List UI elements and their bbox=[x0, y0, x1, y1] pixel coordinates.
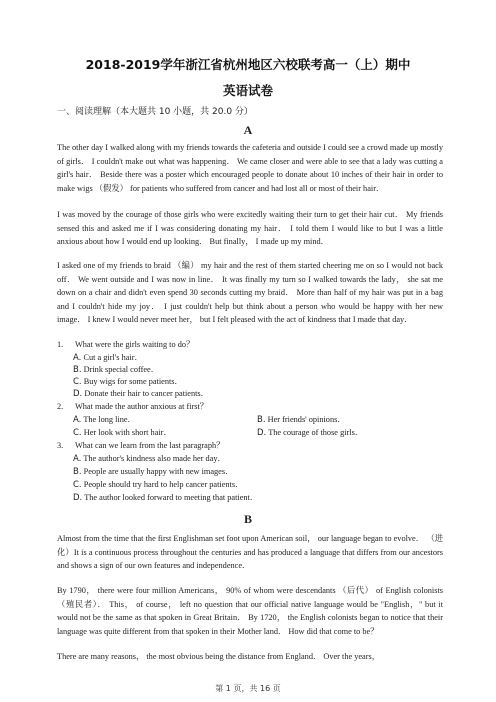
exam-title-line1: 2018-2019学年浙江省杭州地区六校联考高一（上）期中 bbox=[85, 57, 411, 72]
question-stem: What were the girls waiting to do？ bbox=[74, 340, 195, 349]
option-2d[interactable]: D. The courage of those girls． bbox=[257, 428, 364, 438]
section-heading: 一、阅读理解（本大题共 10 小题，共 20.0 分） bbox=[57, 107, 253, 117]
passage-a-paragraph-3: I asked one of my friends to braid （编） my hair and the rest of them started cheering me on so I would not back off． We went outside and I was now in line． It was finally my turn so I walked towards the lady， she sat me down on a chair and didn't even spend 30 seconds cutting my braid． More than half of my hair was put in a bag and I couldn't hide my joy． I just couldn't help but think about a person who would be happy with her new image． I knew I would never meet her， but I felt pleased with the act of kindness that I made that day． bbox=[57, 261, 443, 325]
option-3c[interactable]: C. People should try hard to help cancer patients． bbox=[73, 480, 244, 490]
question-2 bbox=[57, 401, 443, 413]
option-1b[interactable]: B. Drink special coffee． bbox=[73, 365, 160, 375]
option-1d[interactable]: D. Donate their hair to cancer patients． bbox=[73, 389, 209, 399]
option-1a[interactable]: A. Cut a girl's hair． bbox=[73, 353, 143, 363]
option-2b[interactable]: B. Her friends' opinions． bbox=[257, 415, 346, 425]
exam-title-line2: 英语试卷 bbox=[222, 83, 273, 98]
question-1 bbox=[57, 339, 443, 351]
question-3 bbox=[57, 440, 443, 452]
question-number: 1. bbox=[57, 340, 64, 349]
passage-a-paragraph-2: I was moved by the courage of those girls who were excitedly waiting their turn to get their hair cut． My friends sensed this and asked me if I was considering donating my hair． I told them I would like to but I was a little anxious about how I would end up looking． But finally， I made up my mind． bbox=[57, 210, 443, 247]
option-2c[interactable]: C. Her look with short hair． bbox=[73, 428, 172, 438]
passage-b-letter: B bbox=[243, 512, 252, 526]
question-stem: What can we learn from the last paragraph？ bbox=[74, 441, 225, 450]
passage-b-paragraph-2: By 1790， there were four million Americans， 90% of whom were descendants （后代） of English colonists （殖民者）． This， of course， left no question that our official native language would be "English，" but it would not be the same as that spoken in Great Britain． By 1720， the English colonists began to notice that their language was quite different from that spoken in their Mother land． How did that come to be？ bbox=[57, 586, 443, 636]
option-3d[interactable]: D. The author looked forward to meeting that patient． bbox=[73, 493, 259, 503]
question-number: 2. bbox=[57, 402, 64, 411]
option-2a[interactable]: A. The long line． bbox=[73, 415, 136, 425]
passage-a-letter: A bbox=[243, 123, 253, 137]
question-stem: What made the author anxious at first？ bbox=[74, 402, 209, 411]
page-footer: 第 1 页，共 16 页 bbox=[215, 684, 281, 693]
passage-b-paragraph-3: There are many reasons， the most obvious being the distance from England． Over the years， bbox=[57, 652, 381, 661]
passage-b-paragraph-1: Almost from the time that the first Englishman set foot upon American soil， our language began to evolve． （进化）It is a continuous process throughout the centuries and has produced a language that differs from our ancestors and shows a sign of our own features and independence． bbox=[57, 534, 443, 571]
passage-a-paragraph-1: The other day I walked along with my friends towards the cafeteria and outside I could see a crowd made up mostly of girls． I couldn't make out what was happening． We came closer and were able to see that a lady was cutting a girl's hair． Beside there was a poster which encouraged people to donate about 10 inches of their hair in order to make wigs （假发） for patients who suffered from cancer and had lost all or most of their hair． bbox=[57, 143, 443, 193]
option-1c[interactable]: C. Buy wigs for some patients． bbox=[73, 377, 183, 387]
question-number: 3. bbox=[57, 441, 64, 450]
option-3a[interactable]: A. The author's kindness also made her day． bbox=[73, 454, 226, 464]
option-3b[interactable]: B. People are usually happy with new images． bbox=[73, 467, 234, 477]
